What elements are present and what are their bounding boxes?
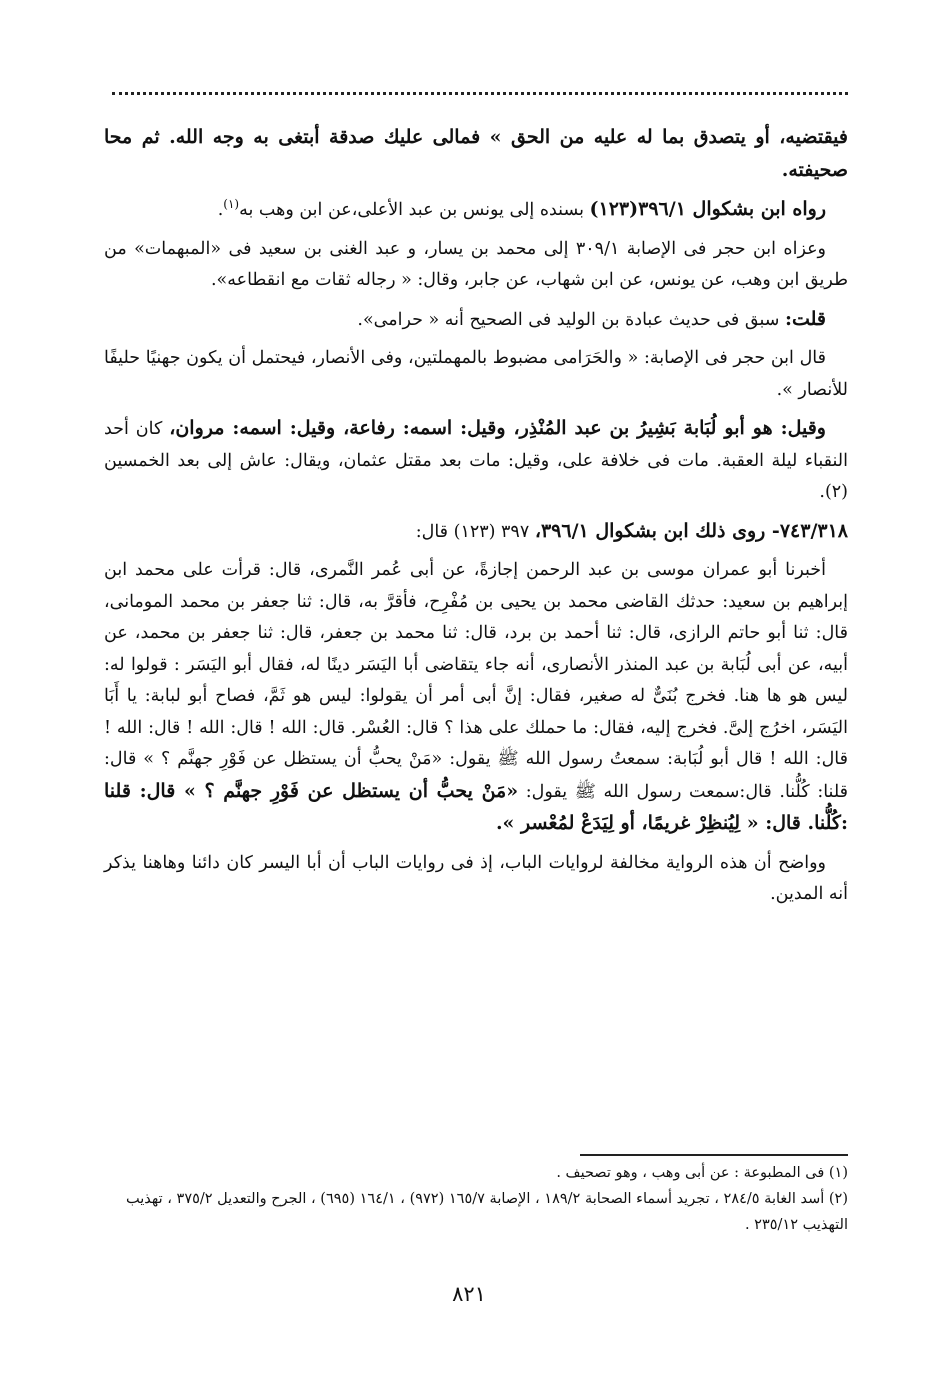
citation-bold: رواه ابن بشكوال ٣٩٦/١(١٢٣) <box>589 198 826 220</box>
footnote-separator <box>580 1154 848 1156</box>
paragraph-4-text: سبق فى حديث عبادة بن الوليد فى الصحيح أنه « حرامى». <box>357 309 785 330</box>
paragraph-5-text: قال ابن حجر فى الإصابة: « والحَرَامى مضبوط بالمهملتين، وفى الأنصار، فيحتمل أن يكون جهنيًا حليفًا للأنصار ». <box>104 348 848 400</box>
main-text <box>104 122 848 918</box>
paragraph-9 <box>104 848 848 911</box>
paragraph-1-text: فيقتضيه، أو يتصدق بما له عليه من الحق » فمالى عليك صدقة أبتغى به وجه الله. ثم محا صحيفته. <box>104 126 848 181</box>
footnote-1: (١) فى المطبوعة : عن أبى وهب ، وهو تصحيف . <box>556 1165 848 1181</box>
paragraph-3-text: وعزاه ابن حجر فى الإصابة ٣٠٩/١ إلى محمد بن يسار، و عبد الغنى بن سعيد فى «المبهمات» من طريق ابن وهب، عن يونس، عن ابن شهاب، عن جابر، وقال: « رجاله ثقات مع انقطاعه». <box>104 238 848 290</box>
header-dotted-rule <box>112 92 848 95</box>
paragraph-8 <box>104 555 848 841</box>
paragraph-6 <box>104 413 848 509</box>
paragraph-6-bold: وقيل: هو أبو لُبَابة بَشِيرُ بن عبد المُنْذِر، وقيل: اسمه: رفاعة، وقيل: اسمه: مروان، <box>169 417 826 439</box>
paragraph-7 <box>104 516 848 549</box>
footnote-2: (٢) أسد الغابة ٢٨٤/٥ ، تجريد أسماء الصحابة ١٨٩/٢ ، الإصابة ١٦٥/٧ (٩٧٢) ، ١٦٤/١ (٦٩٥) ، الجرح والتعديل ٣٧٥/٢ ، تهذيب التهذيب ٢٣٥/١٢ . <box>126 1191 848 1233</box>
qultu-label: قلت: <box>784 307 826 330</box>
paragraph-6-text: كان أحد النقباء ليلة العقبة. مات فى خلافة على، وقيل: مات بعد مقتل عثمان، ويقال: عاش إلى بعد الخمسين (٢). <box>104 419 848 502</box>
citation-end: . <box>217 200 224 220</box>
paragraph-9-text: وواضح أن هذه الرواية مخالفة لروايات الباب، إذ فى روايات الباب أن أبا اليسر كان دائنا وهاهنا يذكر أنه المدين. <box>104 852 848 904</box>
paragraph-5 <box>104 343 848 406</box>
footnotes <box>104 1160 848 1238</box>
page-number: ٨٢١ <box>452 1282 486 1306</box>
citation-text: بسنده إلى يونس بن عبد الأعلى،عن ابن وهب به <box>239 200 590 220</box>
paragraph-3 <box>104 234 848 297</box>
paragraph-1 <box>104 122 848 187</box>
footnote-ref-1: (١) <box>223 197 240 212</box>
hadith-matn-bold: «مَنْ يحبُّ أن يستظل عن فَوْرِ جهنَّم ؟ » قال: قلنا :كُلُّنا. قال: « لِيُنظِرْ غريمًا، أو لِيَدَعْ لمُعْسر ». <box>104 779 848 834</box>
paragraph-4 <box>104 304 848 337</box>
hadith-number-heading: ٧٤٣/٣١٨- روى ذلك ابن بشكوال ٣٩٦/١، <box>534 519 848 542</box>
paragraph-7-text: ٣٩٧ (١٢٣) قال: <box>415 521 535 542</box>
paragraph-2 <box>104 194 848 227</box>
isnad-text: أخبرنا أبو عمران موسى بن عبد الرحمن إجازةً، عن أبى عُمر النَّمرى، قال: قرأت على محمد ابن إبراهيم بن سعيد: حدثك القاضى محمد بن يحيى بن مُفْرِح، فأقرَّ به، قال: ثنا جعفر بن محمد المومانى، قال: ثنا أبو حاتم الرازى، قال: ثنا أحمد بن برد، قال: ثنا محمد بن جعفر، قال: ثنا جعفر بن محمد، عن أبيه، عن أبى لُبَابة بن عبد المنذر الأنصارى، أنه جاء يتقاضى أبا اليَسَر دينًا له، فقال أبو اليَسَر : قولوا له: ليس هو ها هنا. فخرج بُنَىٌّ له صغير، فقال: إنَّ أبى أمر أن يقولوا: ليس هو ثَمَّ، فصاح أبو لبابة: يا أَبَا اليَسَر، اخرُج إلىَّ. فخرج إليه، فقال: ما حملك على هذا ؟ قال: العُسْر. قال: الله ! قال: الله ! قال: الله ! قال: الله ! قال أبو لُبَابة: سمعتُ رسول الله ﷺ يقول: «مَنْ يحبُّ أن يستظل عن فَوْرِ جهنَّم ؟ » قال: قلنا: كُلُّنا. قال:سمعت رسول الله ﷺ يقول: <box>104 560 848 802</box>
